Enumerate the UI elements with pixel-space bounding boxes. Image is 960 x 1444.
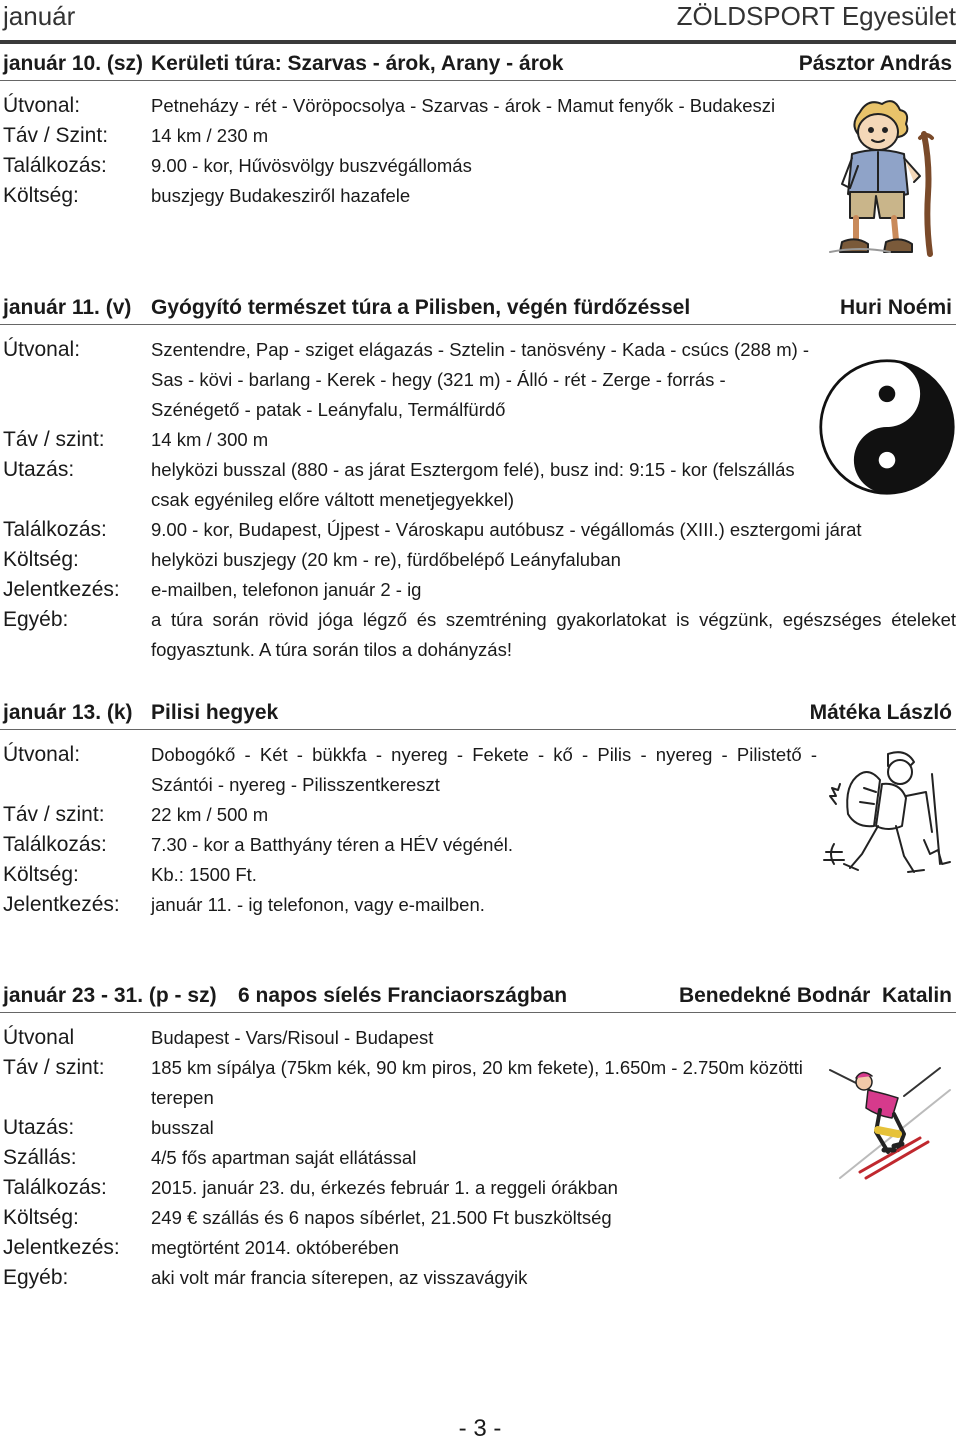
detail-label: Költség:: [3, 548, 79, 571]
detail-row: [0, 1143, 960, 1173]
detail-value: aki volt már francia síterepen, az visszavágyik: [151, 1267, 528, 1288]
detail-value: Petneházy - rét - Vöröpocsolya - Szarvas - árok - Mamut fenyők - Budakeszi: [151, 95, 776, 116]
detail-value: a túra során rövid jóga légző és szemtréning gyakorlatokat is végzünk, egészséges ételeket fogyasztunk. A túra során tilos a dohányzás!: [151, 609, 956, 660]
detail-row: [0, 800, 960, 830]
detail-row: [0, 605, 960, 665]
detail-value: Kb.: 1500 Ft.: [151, 864, 257, 885]
detail-value: 185 km sípálya (75km kék, 90 km piros, 20 km fekete), 1.650m - 2.750m közötti terepen: [151, 1057, 803, 1108]
detail-row: [0, 740, 960, 800]
detail-row: [0, 860, 960, 890]
detail-value: 22 km / 500 m: [151, 804, 269, 825]
event-header: [0, 50, 956, 81]
detail-value: 14 km / 300 m: [151, 429, 269, 450]
detail-label: Útvonal:: [3, 338, 81, 361]
detail-label: Utazás:: [3, 458, 75, 481]
event-details: [0, 1023, 960, 1293]
detail-row: [0, 91, 960, 121]
detail-value: e-mailben, telefonon január 2 - ig: [151, 579, 422, 600]
detail-value: Dobogókő - Két - bükkfa - nyereg - Fekete - kő - Pilis - nyereg - Pilistető - Szántói - nyereg - Pilisszentkereszt: [151, 744, 817, 795]
event-jan-11: [0, 294, 960, 665]
detail-row: [0, 121, 960, 151]
detail-label: Táv / szint:: [3, 428, 105, 451]
detail-label: Jelentkezés:: [3, 578, 120, 601]
event-leader: Huri Noémi: [839, 296, 952, 319]
event-leader: Pásztor András: [798, 52, 952, 75]
detail-label: Táv / Szint:: [3, 124, 109, 147]
detail-row: [0, 575, 960, 605]
detail-value: január 11. - ig telefonon, vagy e-mailben.: [151, 894, 485, 915]
detail-value: megtörtént 2014. októberében: [151, 1237, 399, 1258]
detail-value: busszal: [151, 1117, 214, 1138]
event-jan-13: [0, 699, 960, 920]
detail-label: Táv / szint:: [3, 803, 105, 826]
yin-yang-icon: [818, 358, 956, 496]
header-month: január: [3, 1, 76, 31]
event-jan-23-31: [0, 982, 960, 1293]
event-leader: Mátéka László: [809, 701, 952, 724]
event-details: [0, 91, 960, 211]
detail-label: Jelentkezés:: [3, 1236, 120, 1259]
detail-value: buszjegy Budakesziről hazafele: [151, 185, 411, 206]
event-title: Kerületi túra: Szarvas - árok, Arany - árok: [151, 52, 564, 75]
event-header: [0, 982, 956, 1013]
detail-row: [0, 151, 960, 181]
detail-label: Táv / szint:: [3, 1056, 105, 1079]
event-title: Pilisi hegyek: [151, 701, 279, 724]
event-title: 6 napos síelés Franciaországban: [238, 984, 568, 1007]
event-header: [0, 699, 956, 730]
detail-label: Utazás:: [3, 1116, 75, 1139]
detail-value: 2015. január 23. du, érkezés február 1. a reggeli órákban: [151, 1177, 618, 1198]
detail-row: [0, 1023, 960, 1053]
detail-value: Szentendre, Pap - sziget elágazás - Sztelin - tanösvény - Kada - csúcs (288 m) - Sas - kövi - barlang - Kerek - hegy (321 m) - Álló - rét - Zerge - forrás - Szénégető - patak - Leányfalu, Termálfürdő: [151, 339, 810, 420]
detail-row: [0, 1173, 960, 1203]
detail-label: Találkozás:: [3, 154, 107, 177]
detail-row: [0, 830, 960, 860]
detail-value: 249 € szállás és 6 napos síbérlet, 21.500 Ft buszköltség: [151, 1207, 612, 1228]
event-details: [0, 740, 960, 920]
detail-value: Budapest - Vars/Risoul - Budapest: [151, 1027, 434, 1048]
detail-row: [0, 1203, 960, 1233]
detail-label: Útvonal:: [3, 743, 81, 766]
page-number: - 3 -: [458, 1415, 502, 1442]
event-jan-10: [0, 50, 960, 211]
detail-value: 14 km / 230 m: [151, 125, 269, 146]
detail-value: 4/5 fős apartman saját ellátással: [151, 1147, 417, 1168]
detail-row: [0, 545, 960, 575]
detail-row: [0, 1053, 960, 1113]
detail-row: [0, 1263, 960, 1293]
detail-label: Egyéb:: [3, 1266, 69, 1289]
event-header: [0, 294, 956, 325]
skier-icon: [820, 1060, 956, 1180]
detail-label: Jelentkezés:: [3, 893, 120, 916]
detail-row: [0, 890, 960, 920]
event-details: [0, 335, 960, 665]
detail-value: helyközi busszal (880 - as járat Esztergom felé), busz ind: 9:15 - kor (felszállás csak egyénileg előre váltott menetjegyekkel): [151, 459, 795, 510]
detail-row: [0, 1233, 960, 1263]
detail-label: Találkozás:: [3, 518, 107, 541]
detail-row: [0, 1113, 960, 1143]
detail-label: Költség:: [3, 1206, 79, 1229]
detail-value: helyközi buszjegy (20 km - re), fürdőbelépő Leányfaluban: [151, 549, 621, 570]
page-header: [0, 0, 956, 44]
event-title: Gyógyító természet túra a Pilisben, végén fürdőzéssel: [151, 296, 691, 319]
event-leader: Benedekné Bodnár Katalin: [678, 984, 952, 1007]
detail-label: Költség:: [3, 863, 79, 886]
detail-value: 9.00 - kor, Hűvösvölgy buszvégállomás: [151, 155, 472, 176]
hiker-boy-icon: [820, 94, 950, 264]
backpacker-icon: [820, 744, 956, 884]
detail-row: [0, 425, 960, 455]
detail-label: Útvonal: [3, 1026, 75, 1049]
header-organization: ZÖLDSPORT Egyesület: [676, 1, 956, 31]
event-date: január 13. (k): [3, 701, 133, 724]
detail-label: Találkozás:: [3, 1176, 107, 1199]
detail-value: 9.00 - kor, Budapest, Újpest - Városkapu autóbusz - végállomás (XIII.) esztergomi járat: [151, 519, 862, 540]
detail-label: Szállás:: [3, 1146, 77, 1169]
detail-label: Egyéb:: [3, 608, 69, 631]
detail-row: [0, 335, 960, 425]
detail-label: Találkozás:: [3, 833, 107, 856]
detail-row: [0, 515, 960, 545]
event-date: január 23 - 31. (p - sz): [3, 984, 217, 1007]
event-date: január 10. (sz): [3, 52, 144, 75]
detail-value: 7.30 - kor a Batthyány téren a HÉV végénél.: [151, 834, 513, 855]
detail-row: [0, 455, 960, 515]
detail-label: Útvonal:: [3, 94, 81, 117]
detail-label: Költség:: [3, 184, 79, 207]
event-date: január 11. (v): [3, 296, 132, 319]
detail-row: [0, 181, 960, 211]
